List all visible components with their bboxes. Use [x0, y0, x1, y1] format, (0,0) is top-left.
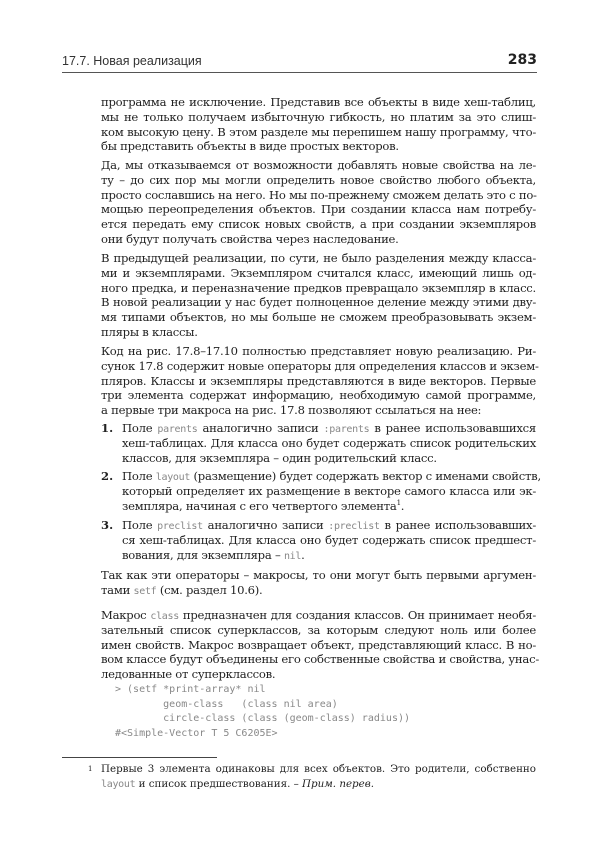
text-run: в ранее использовавшихся: [369, 421, 536, 435]
italic-text: Прим. перев.: [302, 777, 375, 790]
text-line: [101, 623, 536, 638]
text-line: [101, 95, 536, 110]
text-run: ту – до сих пор мы могли определить новое свойство любого объекта,: [101, 172, 536, 187]
text-line: [101, 777, 536, 792]
text-run: они будут получать свойства через наследование.: [101, 231, 399, 246]
text-line: [122, 421, 536, 436]
text-line: [101, 251, 536, 266]
paragraph: [101, 251, 536, 340]
text-run: Поле: [122, 421, 158, 435]
text-line: [101, 358, 539, 374]
text-run: .: [301, 547, 305, 562]
text-line: [101, 403, 536, 418]
list-number: 1.: [101, 421, 114, 435]
text-line: [101, 608, 536, 623]
text-run: (размещение) будет содержать вектор с именами свойств,: [190, 469, 541, 483]
text-line: [101, 281, 536, 296]
text-line: [122, 484, 536, 499]
text-run: мя типами объектов, но мы больше не сможем преобразовывать экзем-: [101, 310, 536, 325]
text-run: Так как эти операторы – макросы, то они могут быть первыми аргумен-: [101, 568, 536, 582]
code-line: > (setf *print-array* nil: [115, 684, 266, 695]
text-run: ком высокую цену. В этом разделе мы перепишем нашу программу, что-: [101, 124, 536, 139]
text-line: [101, 310, 536, 325]
text-line: [101, 125, 536, 140]
code-line: geom-class (class nil area): [115, 698, 338, 710]
text-run: ного предка, и переназначение предков превращало экземпляр в класс.: [101, 280, 536, 295]
inline-code: preclist: [157, 521, 203, 532]
text-run: Поле: [122, 518, 158, 532]
inline-code: parents: [157, 424, 198, 435]
text-run: пляров. Классы и экземпляры представляются в виде векторов. Первые: [101, 373, 536, 388]
text-run: аналогично записи: [202, 518, 329, 532]
running-header-title: 17.7. Новая реализация: [62, 54, 202, 68]
text-line: [122, 533, 536, 548]
paragraph: [101, 608, 539, 682]
text-line: [101, 158, 536, 173]
text-line: [101, 388, 536, 403]
text-run: Поле: [122, 469, 156, 483]
text-line: [101, 583, 536, 598]
list-number: 2.: [101, 469, 114, 483]
text-run: мощью переопределения объектов. При создании класса нам потребу-: [101, 202, 536, 217]
text-run: предназначен для создания классов. Он принимает необя-: [178, 608, 536, 622]
text-line: [101, 110, 536, 125]
text-line: [122, 436, 536, 451]
text-run: земпляра, начиная с его четвертого элемента: [122, 498, 397, 513]
footnote-ref: 1: [396, 498, 401, 507]
paragraph: [101, 158, 536, 247]
list-item-text: [122, 518, 536, 562]
text-run: а первые три макроса на рис. 17.8 позволяют ссылаться на нее:: [101, 403, 482, 418]
page-number: 283: [507, 52, 537, 68]
text-run: имен свойств. Макрос возвращает объект, представляющий класс. В но-: [101, 637, 536, 652]
text-run: и список предшествования. –: [135, 777, 303, 790]
text-run: хеш-таблицах. Для класса оно будет содержать список родительских: [122, 435, 536, 450]
inline-code: setf: [133, 585, 157, 597]
text-run: Первые 3 элемента одинаковы для всех объектов. Это родители, собственно: [101, 763, 536, 775]
running-header: [62, 52, 537, 73]
text-line: [101, 374, 536, 389]
text-run: бы представить объекты в виде простых векторов.: [101, 139, 399, 154]
code-line: circle-class (class (geom-class) radius)): [115, 713, 411, 725]
code-line: #<Simple-Vector T 5 C6205E>: [115, 727, 278, 739]
text-line: [101, 266, 536, 281]
list-number: 3.: [101, 518, 114, 532]
text-line: [122, 469, 541, 484]
text-run: аналогично записи: [197, 421, 324, 435]
text-line: [101, 325, 536, 340]
list-item: [101, 518, 536, 562]
text-run: классов, для экземпляра – один родительский класс.: [122, 450, 437, 465]
footnote-divider: [62, 757, 217, 758]
text-run: Да, мы отказываемся от возможности добавлять новые свойства на ле-: [101, 158, 536, 172]
text-line: [101, 217, 536, 232]
list-item: [101, 421, 536, 465]
text-line: [101, 667, 536, 682]
inline-code: layout: [155, 472, 191, 483]
text-run: Код на рис. 17.8–17.10 полностью представляет новую реализацию. Ри-: [101, 344, 536, 358]
footnote: [88, 762, 536, 791]
text-line: [122, 548, 536, 563]
list-item-text: [122, 469, 541, 513]
paragraph: [101, 95, 536, 154]
inline-code: class: [150, 611, 179, 622]
text-line: [101, 232, 536, 247]
text-run: мы не только получаем избыточную гибкость, но платим за это слиш-: [101, 109, 536, 124]
text-run: программа не исключение. Представив все объекты в виде хеш-таблиц,: [101, 95, 536, 109]
inline-code: layout: [101, 778, 136, 790]
footnote-mark: 1: [88, 765, 93, 773]
text-run: три элемента содержат информацию, необходимую самой программе,: [101, 388, 536, 403]
list-item: [101, 469, 541, 513]
text-run: который определяет их размещение в векторе самого класса или эк-: [122, 483, 536, 498]
text-run: (см. раздел 10.6).: [156, 582, 263, 597]
list-item-text: [122, 421, 536, 465]
text-run: сунок 17.8 содержит новые операторы для определения классов и экзем-: [101, 358, 539, 373]
text-run: зательный список суперклассов, за которым следуют ноль или более: [101, 622, 536, 637]
text-run: ми и экземплярами. Экземпляром считался класс, имеющий лишь од-: [101, 265, 536, 280]
paragraph: [101, 568, 536, 598]
text-run: ледованные от суперклассов.: [101, 667, 276, 682]
inline-code: nil: [283, 550, 302, 562]
text-line: [101, 652, 539, 667]
text-run: Макрос: [101, 608, 151, 622]
text-line: [101, 344, 536, 359]
text-line: [101, 568, 536, 583]
text-line: [101, 762, 536, 777]
text-run: В предыдущей реализации, по сути, не было разделения между класса-: [101, 251, 536, 265]
text-line: [101, 295, 536, 310]
text-run: .: [400, 498, 405, 513]
text-line: [101, 188, 536, 203]
text-line: [122, 499, 536, 514]
text-run: ся хеш-таблицах. Для класса оно будет содержать список предшест-: [122, 532, 536, 547]
text-run: вом классе будут объединены его собственные свойства и свойства, унас-: [101, 652, 539, 667]
text-line: [101, 173, 536, 188]
text-run: вования, для экземпляра –: [122, 547, 284, 562]
text-line: [101, 139, 536, 154]
text-line: [122, 451, 536, 466]
paragraph: [101, 344, 539, 418]
text-run: ется передать ему список новых свойств, а при создании экземпляров: [101, 217, 536, 232]
inline-code: :parents: [323, 424, 370, 435]
text-run: В новой реализации у нас будет полноценное деление между этими дву-: [101, 295, 536, 310]
text-line: [101, 202, 536, 217]
inline-code: :preclist: [328, 521, 380, 532]
text-run: просто сославшись на него. Но мы по-прежнему сможем делать это с по-: [101, 187, 537, 202]
code-example: [115, 683, 410, 741]
text-run: в ранее использовавших-: [379, 518, 536, 532]
text-line: [122, 518, 536, 533]
text-run: пляры в классы.: [101, 324, 198, 339]
text-run: тами: [101, 582, 134, 597]
text-line: [101, 638, 536, 653]
